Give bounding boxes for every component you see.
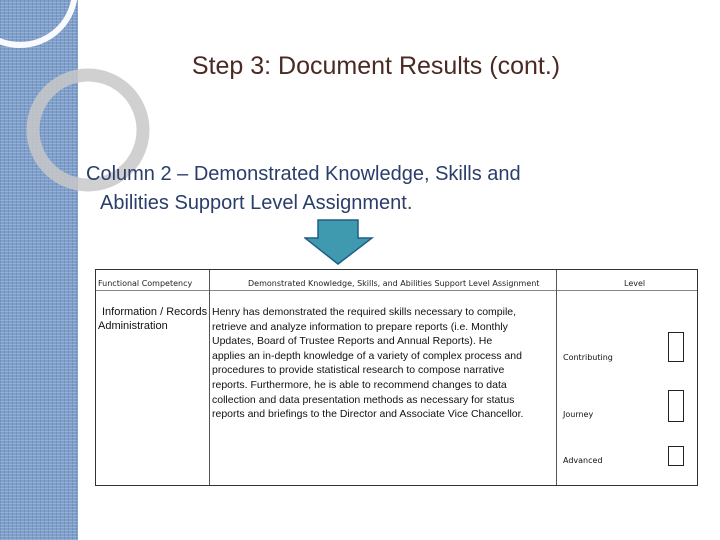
description-line: collection and data presentation methods as necessary for status	[212, 393, 515, 406]
description-line: Updates, Board of Trustee Reports and Annual Reports). He	[212, 335, 493, 348]
slide-subtitle	[86, 160, 686, 218]
header-competency: Functional Competency	[98, 279, 193, 288]
column-divider-2	[556, 270, 557, 485]
level-checkbox-advanced[interactable]	[668, 446, 684, 466]
level-label-contributing: Contributing	[563, 353, 613, 362]
header-description: Demonstrated Knowledge, Skills, and Abilities Support Level Assignment	[248, 279, 540, 288]
column-divider-1	[209, 270, 210, 485]
competency-line-1: Information / Records	[102, 306, 208, 318]
slide-title: Step 3: Document Results (cont.)	[191, 52, 561, 80]
header-divider	[96, 290, 697, 291]
subtitle-line-2: Abilities Support Level Assignment.	[100, 192, 413, 214]
description-line: procedures to provide statistical research to compose narrative	[212, 364, 505, 377]
description-cell	[212, 305, 552, 422]
competency-line-2: Administration	[98, 320, 168, 332]
description-line: applies an in-depth knowledge of a variety of complex process and	[212, 349, 522, 362]
description-line: reports. Furthermore, he is able to recommend changes to data	[212, 378, 507, 391]
level-checkbox-contributing[interactable]	[668, 332, 684, 362]
description-line: retrieve and analyze information to prepare reports (i.e. Monthly	[212, 320, 508, 333]
description-line: reports and briefings to the Director and Associate Vice Chancellor.	[212, 408, 524, 421]
header-level: Level	[624, 279, 646, 288]
level-label-advanced: Advanced	[563, 456, 603, 465]
level-checkbox-journey[interactable]	[668, 390, 684, 422]
subtitle-line-1: Column 2 – Demonstrated Knowledge, Skills and	[86, 163, 521, 185]
down-arrow-icon	[304, 219, 374, 265]
description-line: Henry has demonstrated the required skills necessary to compile,	[212, 306, 517, 318]
competency-cell	[98, 305, 214, 333]
level-label-journey: Journey	[563, 410, 594, 419]
results-table	[95, 269, 698, 486]
